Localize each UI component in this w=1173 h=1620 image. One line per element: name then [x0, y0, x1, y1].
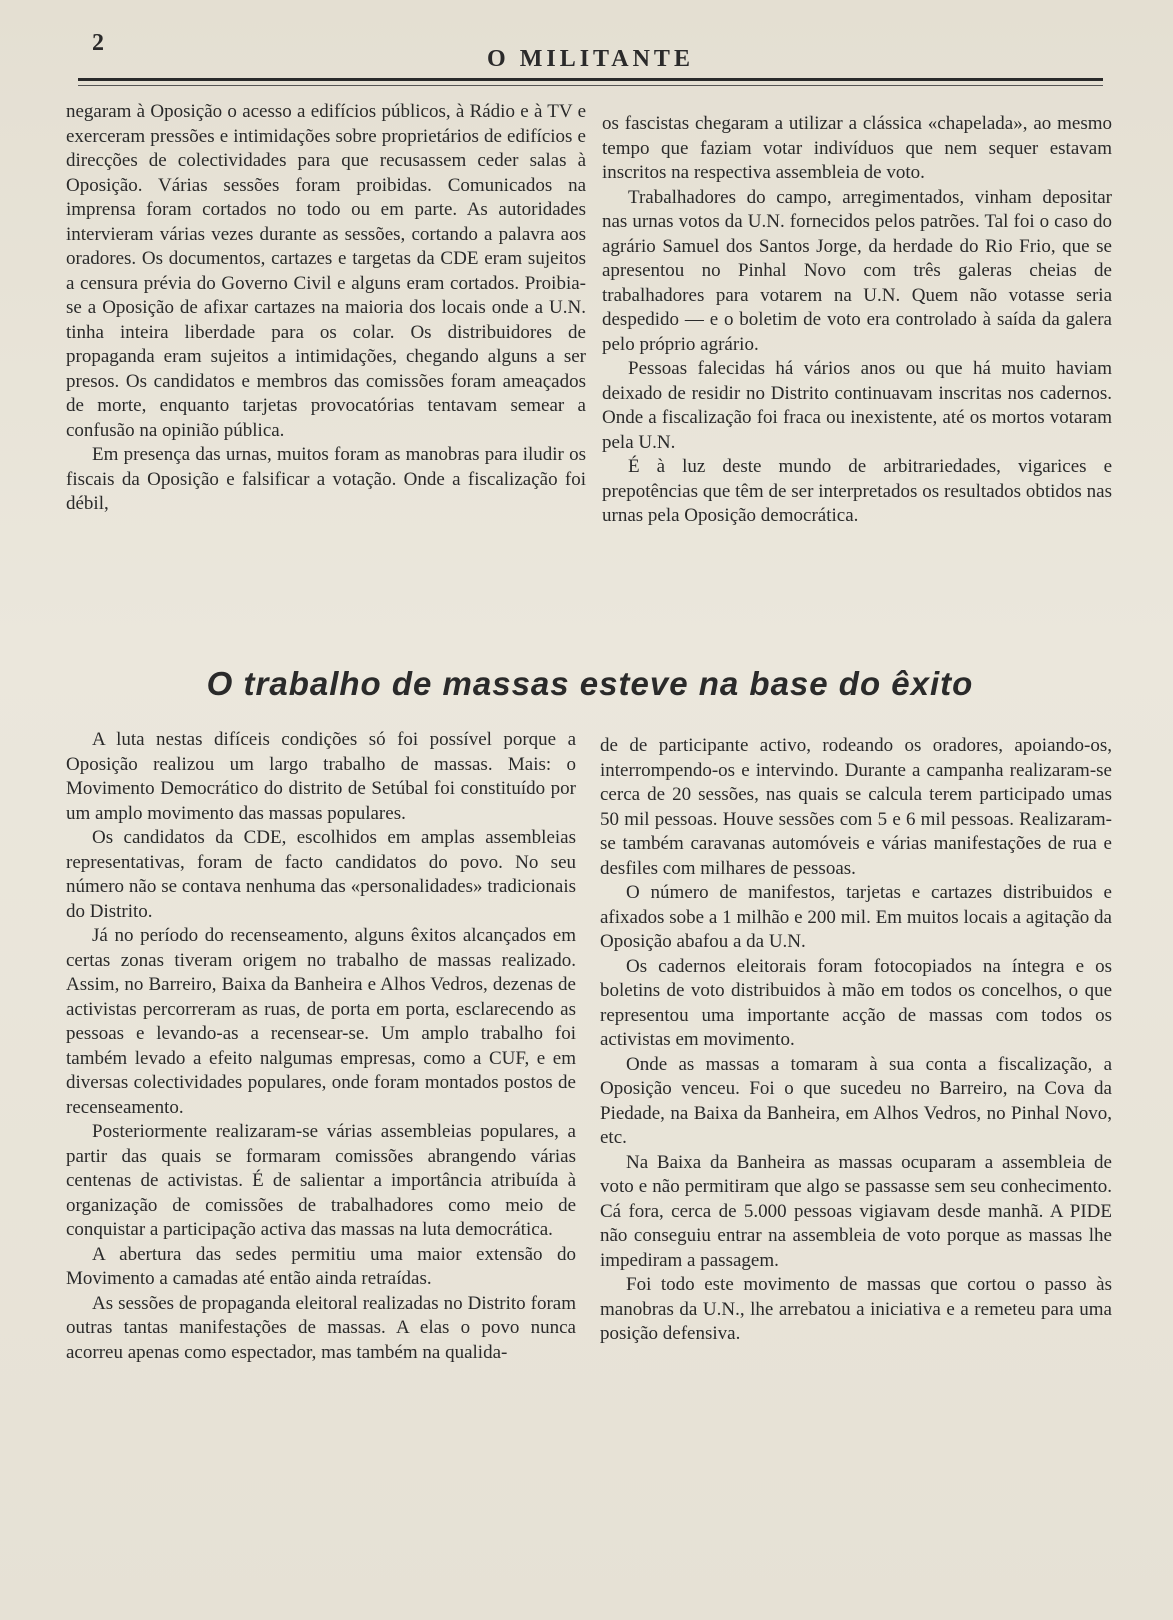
column-top-left	[66, 100, 586, 517]
header-rule-thin	[78, 85, 1103, 86]
paragraph: Posteriormente realizaram-se várias assembleias populares, a partir das quais se formaram comissões abrangendo várias centenas de activistas. É de salientar a importância atribuída à organização de comissões de trabalhadores como meio de conquistar a participação activa das massas na luta democrática.	[66, 1121, 576, 1240]
paragraph: O número de manifestos, tarjetas e cartazes distribuidos e afixados sobe a 1 milhão e 200 mil. Em muitos locais a agitação da Oposição abafou a da U.N.	[600, 882, 1112, 952]
section-headline: O trabalho de massas esteve na base do êxito	[206, 665, 974, 702]
paragraph: Trabalhadores do campo, arregimentados, vinham depositar nas urnas votos da U.N. fornecidos pelos patrões. Tal foi o caso do agrário Samuel dos Santos Jorge, da herdade do Rio Frio, que se apresentou no Pinhal Novo com três galeras cheias de trabalhadores para votarem na U.N. Quem não votasse seria despedido — e o boletim de voto era controlado à saída da galera pelo próprio agrário.	[602, 186, 1112, 355]
column-top-right	[602, 112, 1112, 529]
paragraph: Os cadernos eleitorais foram fotocopiados na íntegra e os boletins de voto distribuidos à mão em todos os concelhos, o que representou uma importante acção de massas com todos os activistas em movimento.	[600, 955, 1112, 1050]
header-rule	[78, 78, 1103, 81]
paragraph: Na Baixa da Banheira as massas ocuparam a assembleia de voto e não permitiram que algo se passasse sem seu conhecimento. Cá fora, cerca de 5.000 pessoas vigiavam desde manhã. A PIDE não conseguiu entrar na assembleia de voto porque as massas lhe impediram a passagem.	[600, 1151, 1112, 1271]
paragraph: É à luz deste mundo de arbitrariedades, vigarices e prepotências que têm de ser interpretados os resultados obtidos nas urnas pela Oposição democrática.	[602, 456, 1112, 526]
paragraph: As sessões de propaganda eleitoral realizadas no Distrito foram outras tantas manifestações de massas. A elas o povo nunca acorreu apenas como espectador, mas também na qualida-	[66, 1292, 576, 1363]
page-header	[78, 28, 1103, 88]
paragraph: de de participante activo, rodeando os oradores, apoiando-os, interrompendo-os e intervindo. Durante a campanha realizaram-se cerca de 20 sessões, nas quais se calcula terem participado umas 50 mil pessoas. Houve sessões com 5 e 6 mil pessoas. Realizaram-se também caravanas automóveis e várias manifestações de rua e desfiles com milhares de pessoas.	[600, 735, 1112, 879]
paragraph: Os candidatos da CDE, escolhidos em amplas assembleias representativas, foram de facto candidatos do povo. No seu número não se contava nenhuma das «personalidades» tradicionais do Distrito.	[66, 827, 576, 922]
column-bottom-left	[66, 728, 576, 1365]
paragraph: A luta nestas difíceis condições só foi possível porque a Oposição realizou um largo trabalho de massas. Mais: o Movimento Democrático do distrito de Setúbal foi constituído por um amplo movimento das massas populares.	[66, 729, 576, 824]
paper-title: O MILITANTE	[487, 46, 694, 72]
paragraph: Foi todo este movimento de massas que cortou o passo às manobras da U.N., lhe arrebatou a iniciativa e a remeteu para uma posição defensiva.	[600, 1274, 1112, 1344]
paragraph: A abertura das sedes permitiu uma maior extensão do Movimento a camadas até então ainda retraídas.	[66, 1243, 576, 1289]
paragraph: Já no período do recenseamento, alguns êxitos alcançados em certas zonas tiveram origem no trabalho de massas realizado. Assim, no Barreiro, Baixa da Banheira e Alhos Vedros, dezenas de activistas percorreram as ruas, de porta em porta, esclarecendo as pessoas e levando-as a recensear-se. Um amplo trabalho foi também levado a efeito nalgumas empresas, como a CUF, e em diversas colectividades populares, onde foram montados postos de recenseamento.	[66, 925, 576, 1118]
column-bottom-right	[600, 734, 1112, 1347]
paragraph: negaram à Oposição o acesso a edifícios públicos, à Rádio e à TV e exerceram pressões e intimidações sobre proprietários de edifícios e direcções de colectividades para que recusassem ceder salas à Oposição. Várias sessões foram proibidas. Comunicados na imprensa foram cortados no todo ou em parte. As autoridades intervieram várias vezes durante as sessões, cortando a palavra aos oradores. Os documentos, cartazes e targetas da CDE eram sujeitos a censura prévia do Governo Civil e alguns eram cortados. Proibia-se a Oposição de afixar cartazes na maioria dos locais onde a U.N. tinha inteira liberdade para os colar. Os distribuidores de propaganda eram sujeitos a intimidações, chegando alguns a ser presos. Os candidatos e membros das comissões foram ameaçados de morte, enquanto tarjetas provocatórias tentavam semear a confusão na opinião pública.	[66, 101, 586, 441]
paragraph: Onde as massas a tomaram à sua conta a fiscalização, a Oposição venceu. Foi o que sucedeu no Barreiro, na Cova da Piedade, na Baixa da Banheira, em Alhos Vedros, no Pinhal Novo, etc.	[600, 1053, 1112, 1148]
paragraph: Pessoas falecidas há vários anos ou que há muito haviam deixado de residir no Distrito continuavam inscritas nos cadernos. Onde a fiscalização foi fraca ou inexistente, até os mortos votaram pela U.N.	[602, 358, 1112, 453]
paragraph: os fascistas chegaram a utilizar a clássica «chapelada», ao mesmo tempo que faziam votar indivíduos que nem sequer estavam inscritos na respectiva assembleia de voto.	[602, 113, 1112, 183]
paragraph: Em presença das urnas, muitos foram as manobras para iludir os fiscais da Oposição e falsificar a votação. Onde a fiscalização foi débil,	[66, 444, 586, 514]
page-number: 2	[92, 30, 104, 56]
